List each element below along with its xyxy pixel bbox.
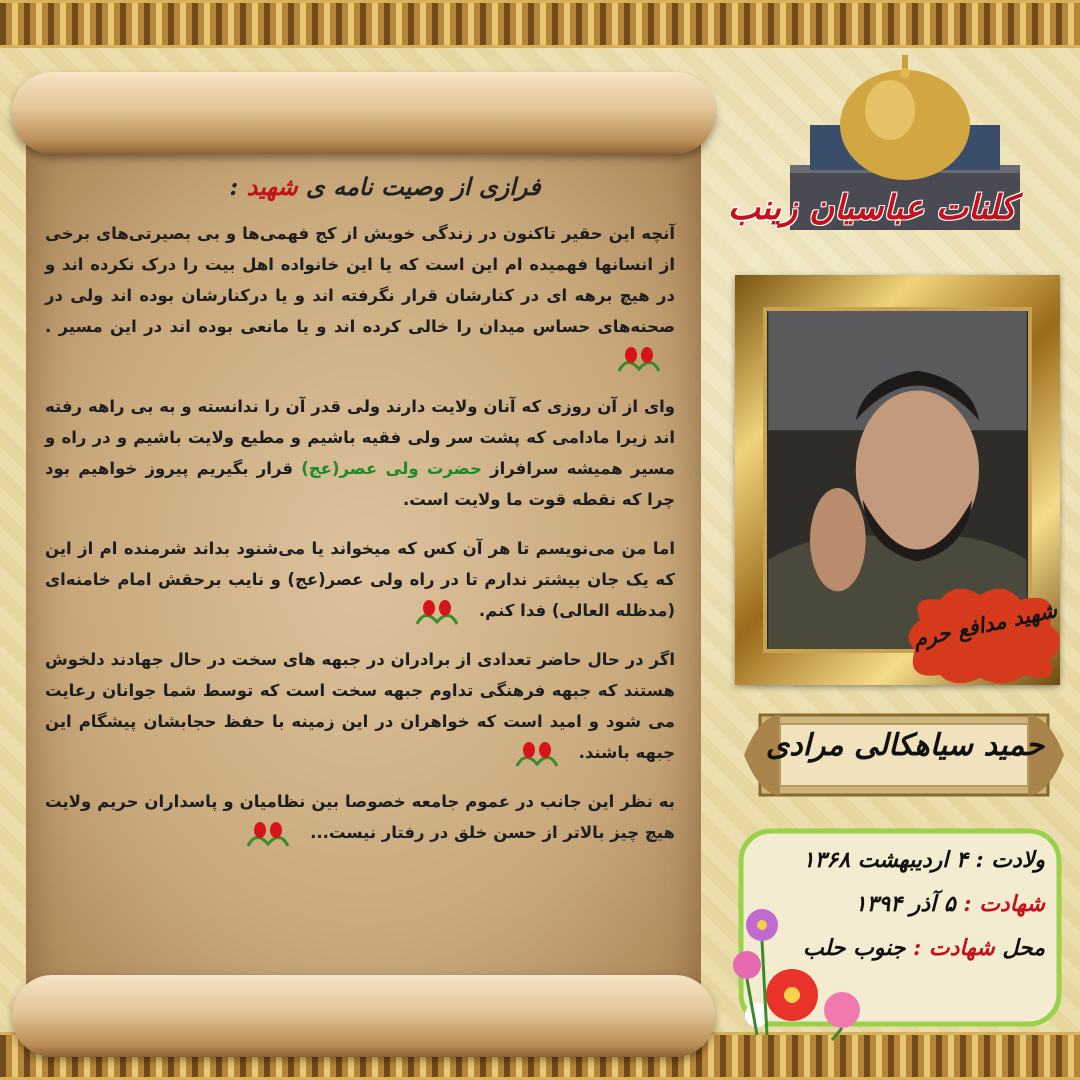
paragraph-3-text: اما من می‌نویسم تا هر آن کس که میخواند یا می‌شنود بداند شرمنده ام از این که یک جان بیشتر ندارم تا در راه ولی عصر(عج) و نایب برحقش امام خامنه‌ای (مدظله العالی) فدا کنم. <box>45 539 675 620</box>
will-text <box>45 218 675 866</box>
paragraph-2-text-b: قرار بگیریم پیروز خواهیم بود چرا که نقطه قوت ما ولایت است. <box>45 459 675 509</box>
logo-text: کلنات عباسیان زینب <box>727 188 1017 228</box>
will-paragraph-4 <box>45 644 675 768</box>
place-label-b: شهادت : <box>913 935 995 961</box>
top-ornament-band <box>0 0 1080 48</box>
martyrdom-label: شهادت : <box>963 891 1045 917</box>
paragraph-2-text-a: وای از آن روزی که آنان ولایت دارند ولی قدر آن را ندانسته و به بی راهه رفته اند زیرا مادامی که پشت سر ولی فقیه باشیم و مطیع ولایت باشیم و در راه و مسیر همیشه سرافراز <box>45 397 675 478</box>
heading-highlight: شهید <box>246 172 298 201</box>
will-heading <box>135 172 635 201</box>
tulip-icon <box>609 345 669 373</box>
will-paragraph-3 <box>45 533 675 626</box>
paragraph-2-highlight: حضرت ولی عصر(عج) <box>301 459 482 478</box>
tulip-icon <box>507 740 567 768</box>
heading-suffix: : <box>229 172 247 201</box>
paragraph-5-text: به نظر این جانب در عموم جامعه خصوصا بین نظامیان و پاسداران حریم ولایت هیچ چیز بالاتر از حسن خلق در رفتار نیست... <box>45 792 675 842</box>
paragraph-1-text: آنچه این حقیر تاکنون در زندگی خویش از کج فهمی‌ها و بی بصیرتی‌های برخی از انسانها فهمیده ام این است که یا این خانواده اهل بیت را درک نکرده اند و در هیچ برهه ای در کنارشان قرار نگرفته اند و یا درکنارشان بوده اند ولی در صحنه‌های حساس میدان را خالی کرده اند و یا مانعی بوده اند در این مسیر . <box>45 224 675 336</box>
place-value: جنوب حلب <box>802 935 906 961</box>
birth-value: ۴ اردیبهشت ۱۳۶۸ <box>802 847 968 873</box>
paragraph-4-text: اگر در حال حاضر تعدادی از برادران در جبهه های سخت در حال جهادند دلخوش هستند که جبهه فرهنگی تداوم جبهه سخت است که توسط شما جوانان رعایت می شود و امید است که خواهران در این زمینه با حفظ حجابشان پیشگام این جبهه باشند. <box>45 650 675 762</box>
will-paragraph-5 <box>45 786 675 848</box>
martyrdom-value: ۵ آذر ۱۳۹۴ <box>854 891 956 917</box>
tulip-icon <box>238 820 298 848</box>
martyr-name: حمید سیاهکالی مرادی <box>765 728 1045 763</box>
badge-text: شهید مدافع حرم <box>910 597 1060 652</box>
scroll-roll-bottom <box>12 975 715 1057</box>
place-label-a: محل <box>994 935 1045 961</box>
scroll-roll-top <box>12 72 715 154</box>
will-paragraph-1 <box>45 218 675 373</box>
birth-line <box>760 838 1045 882</box>
heading-prefix: فرازی از وصیت نامه ی <box>297 172 541 201</box>
flowers-icon <box>722 895 892 1045</box>
will-paragraph-2 <box>45 391 675 515</box>
tulip-icon <box>407 598 467 626</box>
birth-label: ولادت : <box>975 847 1045 873</box>
